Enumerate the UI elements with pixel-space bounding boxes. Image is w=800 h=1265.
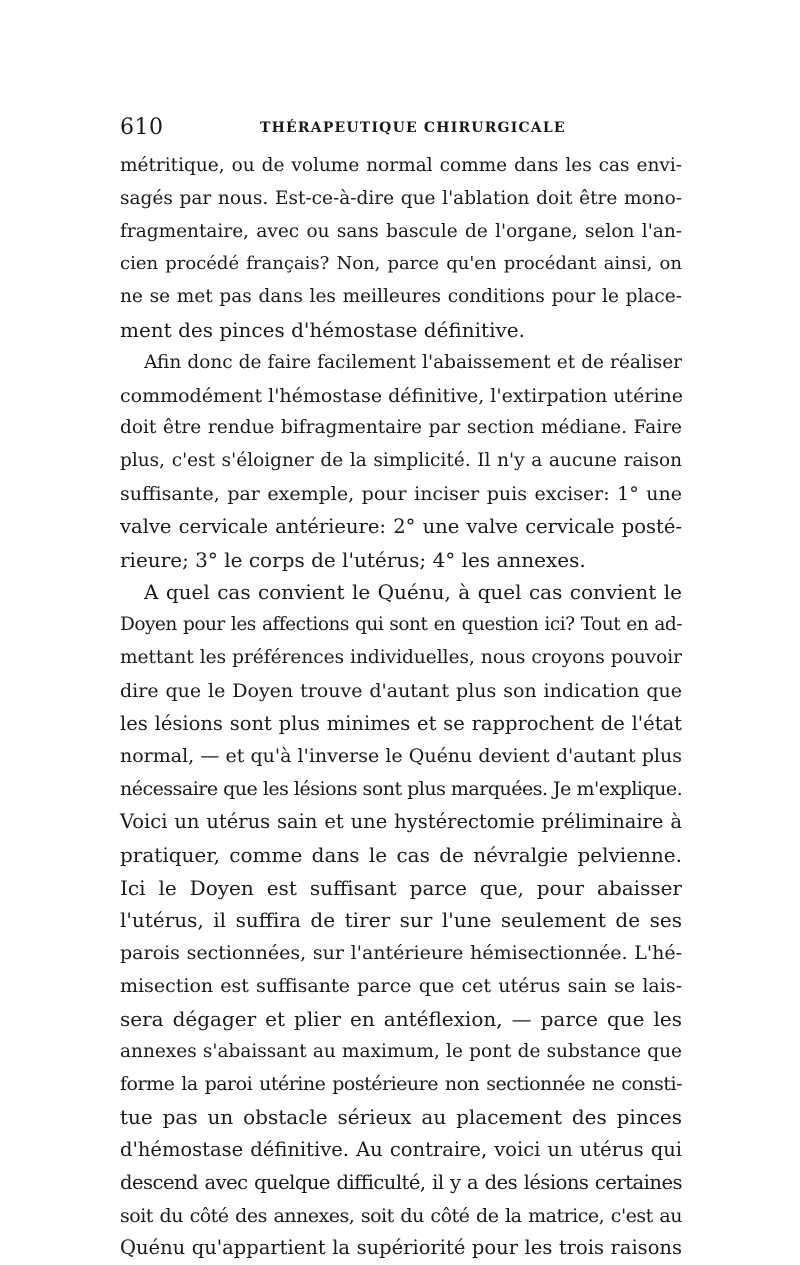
text-line: annexes s'abaissant au maximum, le pont de substance que [120,1040,682,1062]
text-line: nécessaire que les lésions sont plus marquées. Je m'explique. [120,778,683,801]
text-line: plus, c'est s'éloigner de la simplicité. Il n'y a aucune raison [120,450,682,472]
text-line: mettant les préférences individuelles, nous croyons pouvoir [120,646,682,668]
text-line: tue pas un obstacle sérieux au placement des pinces [120,1105,682,1130]
text-line: métritique, ou de volume normal comme dans les cas envi- [120,155,682,176]
text-line: ne se met pas dans les meilleures conditions pour le place- [120,286,682,308]
text-line: doit être rendue bifragmentaire par section médiane. Faire [120,417,682,439]
text-line: les lésions sont plus minimes et se rapprochent de l'état [120,711,682,735]
page-number: 610 [120,115,164,140]
text-line: valve cervicale antérieure: 2° une valve cervicale posté- [120,514,682,538]
text-line: forme la paroi utérine postérieure non sectionnée ne consti- [120,1073,682,1096]
text-line: parois sectionnées, sur l'antérieure hémisectionnée. L'hé- [120,942,682,965]
text-line: soit du côté des annexes, soit du côté de la matrice, c'est au [120,1204,682,1227]
text-line: Afin donc de faire facilement l'abaissement et de réaliser [144,351,682,373]
text-line: Doyen pour les affections qui sont en question ici? Tout en ad- [120,614,682,636]
running-head [120,114,682,142]
text-line: Ici le Doyen est suffisant parce que, pour abaisser [120,875,682,900]
text-line: rieure; 3° le corps de l'utérus; 4° les annexes. [120,547,586,572]
text-line: cien procédé français? Non, parce qu'en procédant ainsi, on [120,253,682,275]
text-line: normal, — et qu'à l'inverse le Quénu devient d'autant plus [120,745,682,768]
text-line: sagés par nous. Est-ce-à-dire que l'ablation doit être mono- [120,187,682,209]
text-line: dire que le Doyen trouve d'autant plus son indication que [120,679,682,702]
text-line: Quénu qu'appartient la supériorité pour les trois raisons [120,1236,682,1260]
text-line: commodément l'hémostase définitive, l'extirpation utérine [120,384,684,407]
text-line: l'utérus, il suffira de tirer sur l'une seulement de ses [120,908,682,933]
text-line: descend avec quelque difficulté, il y a des lésions certaines [120,1170,682,1194]
text-line: ment des pinces d'hémostase définitive. [120,317,525,342]
body-text [120,150,682,1265]
text-line: misection est suffisante parce que cet utérus sain se lais- [120,974,682,997]
text-line: suffisante, par exemple, pour inciser puis exciser: 1° une [120,482,682,505]
text-line: A quel cas convient le Quénu, à quel cas convient le [144,580,682,605]
running-title: THÉRAPEUTIQUE CHIRURGICALE [260,120,566,136]
text-line: Voici un utérus sain et une hystérectomie préliminaire à [120,809,682,833]
text-line: pratiquer, comme dans le cas de névralgie pelvienne. [120,842,682,867]
text-line: fragmentaire, avec ou sans bascule de l'organe, selon l'an- [120,220,682,242]
text-line: d'hémostase définitive. Au contraire, voici un utérus qui [120,1137,682,1161]
text-line: sera dégager et plier en antéflexion, — parce que les [120,1006,682,1031]
